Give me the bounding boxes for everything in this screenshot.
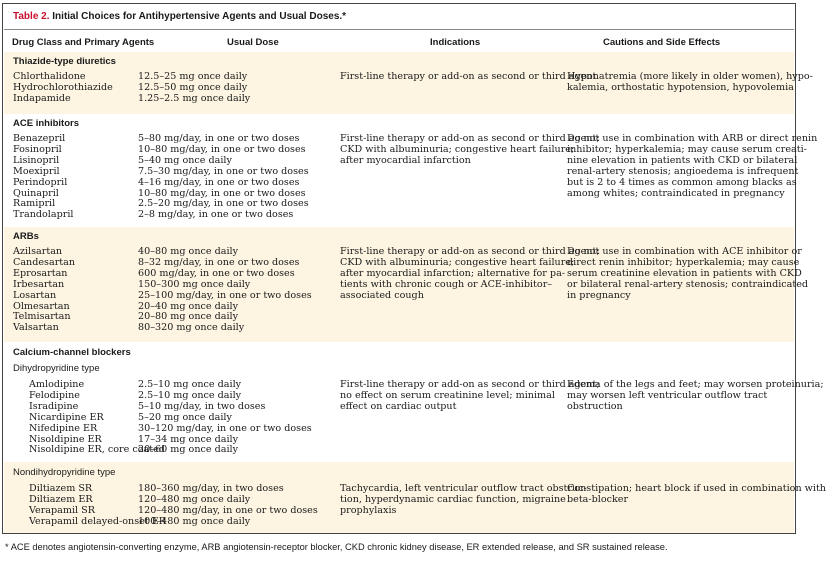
arb-agents-line: Telmisartan (13, 311, 71, 323)
ndhp-agents-line: Verapamil delayed-onset ER (29, 515, 166, 527)
subsection-nondihydropyridine: Nondihydropyridine type (13, 467, 116, 478)
header-indications: Indications (430, 37, 481, 48)
ace-cautions-line: but is 2 to 4 times as common among blacks as (567, 176, 797, 188)
dhp-indications (340, 380, 600, 413)
ace-doses-line: 2–8 mg/day, in one or two doses (138, 209, 294, 221)
ace-indications-line: First-line therapy or add-on as second or third agent; (340, 133, 600, 144)
arb-cautions-line: Do not use in combination with ACE inhibitor or (567, 246, 802, 257)
arb-indications-line: after myocardial infarction; alternative for pa- (340, 267, 566, 279)
arb-indications (340, 247, 600, 302)
dhp-agents-line: Nisoldipine ER (29, 433, 102, 445)
thiazide-indications (340, 72, 596, 83)
dhp-cautions-line: Edema of the legs and feet; may worsen proteinuria; (567, 379, 824, 390)
arb-doses-line: 25–100 mg/day, in one or two doses (138, 289, 312, 301)
arb-agents-line: Valsartan (13, 322, 59, 334)
ace-doses-line: 5–80 mg/day, in one or two doses (138, 133, 300, 144)
subsection-dihydropyridine: Dihydropyridine type (13, 363, 100, 374)
thiazide-cautions (567, 72, 813, 94)
ace-agents (13, 134, 73, 221)
arb-doses-line: 600 mg/day, in one or two doses (138, 267, 295, 279)
header-cautions: Cautions and Side Effects (603, 37, 721, 48)
arb-indications-line: associated cough (340, 289, 424, 301)
arb-agents-line: Irbesartan (13, 278, 65, 290)
dhp-agents-line: Amlodipine (29, 379, 85, 390)
ace-doses-line: 4–16 mg/day, in one or two doses (138, 176, 300, 188)
thiazide-agents-line: Indapamide (13, 92, 71, 104)
table-title (13, 11, 346, 22)
arb-doses (138, 247, 312, 334)
ndhp-cautions-line: Constipation; heart block if used in combination with (567, 483, 826, 494)
dhp-doses-line: 2.5–10 mg once daily (138, 389, 242, 401)
section-ccb: Calcium-channel blockers (13, 347, 131, 358)
ace-cautions-line: inhibitor; hyperkalemia; may cause serum creati- (567, 143, 807, 155)
arb-agents-line: Losartan (13, 289, 57, 301)
dhp-doses-line: 17–34 mg once daily (138, 433, 239, 445)
ace-indications (340, 134, 600, 167)
arb-agents-line: Azilsartan (13, 246, 63, 257)
section-thiazide: Thiazide-type diuretics (13, 56, 116, 67)
ace-indications-line: after myocardial infarction (340, 154, 471, 166)
arb-doses-line: 150–300 mg once daily (138, 278, 251, 290)
dhp-agents-line: Nifedipine ER (29, 422, 98, 434)
dhp-doses-line: 30–120 mg/day, in one or two doses (138, 422, 312, 434)
ace-cautions-line: renal-artery stenosis; angioedema is infrequent (567, 165, 799, 177)
ace-doses-line: 7.5–30 mg/day, in one or two doses (138, 165, 309, 177)
ace-agents-line: Fosinopril (13, 143, 62, 155)
ndhp-agents-line: Verapamil SR (29, 504, 95, 516)
thiazide-indications-line: First-line therapy or add-on as second or third agent (340, 71, 597, 82)
ndhp-indications (340, 484, 587, 517)
thiazide-agents-line: Hydrochlorothiazide (13, 81, 113, 93)
arb-cautions-line: in pregnancy (567, 289, 631, 301)
arb-agents (13, 247, 75, 334)
footnote: * ACE denotes angiotensin-converting enzyme, ARB angiotensin-receptor blocker, CKD chronic kidney disease, ER extended release, and SR sustained release. (5, 542, 668, 552)
ndhp-indications-line: prophylaxis (340, 504, 397, 516)
ace-doses-line: 2.5–20 mg/day, in one or two doses (138, 198, 309, 210)
ace-cautions-line: among whites; contraindicated in pregnancy (567, 187, 785, 199)
arb-doses-line: 20–80 mg once daily (138, 311, 239, 323)
ace-doses-line: 5–40 mg once daily (138, 154, 232, 166)
arb-agents-line: Candesartan (13, 256, 76, 268)
arb-indications-line: First-line therapy or add-on as second or third agent; (340, 246, 600, 257)
dhp-doses-line: 5–20 mg once daily (138, 411, 232, 423)
arb-agents-line: Eprosartan (13, 267, 68, 279)
ace-cautions (567, 134, 817, 199)
ace-doses-line: 10–80 mg/day, in one or two doses (138, 143, 306, 155)
ndhp-doses-line: 120–480 mg/day, in one or two doses (138, 504, 318, 516)
thiazide-doses-line: 12.5–50 mg once daily (138, 81, 248, 93)
dhp-doses-line: 20–60 mg once daily (138, 444, 239, 456)
ace-doses (138, 134, 309, 221)
arb-agents-line: Olmesartan (13, 300, 70, 312)
dhp-doses-line: 2.5–10 mg once daily (138, 379, 242, 390)
ace-indications-line: CKD with albuminuria; congestive heart failure; (340, 143, 575, 155)
dhp-indications-line: First-line therapy or add-on as second or third agent; (340, 379, 600, 390)
ace-agents-line: Perindopril (13, 176, 68, 188)
thiazide-agents (13, 72, 113, 105)
ndhp-doses-line: 120–480 mg once daily (138, 493, 251, 505)
ndhp-cautions (567, 484, 826, 506)
dhp-cautions-line: may worsen left ventricular outflow tract (567, 389, 768, 401)
ace-doses-line: 10–80 mg/day, in one or two doses (138, 187, 306, 199)
thiazide-doses (138, 72, 250, 105)
table-frame (2, 3, 826, 534)
ndhp-doses-line: 100–480 mg once daily (138, 515, 251, 527)
dhp-agents-line: Nisoldipine ER, core coated (29, 444, 165, 456)
arb-doses-line: 40–80 mg once daily (138, 246, 239, 257)
dhp-indications-line: no effect on serum creatinine level; minimal (340, 389, 555, 401)
arb-cautions-line: serum creatinine elevation in patients with CKD (567, 267, 802, 279)
table-label: Table 2. (13, 11, 50, 22)
thiazide-agents-line: Chlorthalidone (13, 71, 86, 82)
thiazide-cautions-line: Hyponatremia (more likely in older women), hypo- (567, 71, 813, 82)
arb-cautions (567, 247, 808, 302)
arb-doses-line: 20–40 mg once daily (138, 300, 239, 312)
ace-cautions-line: nine elevation in patients with CKD or bilateral (567, 154, 798, 166)
ndhp-indications-line: Tachycardia, left ventricular outflow tract obstruc- (340, 483, 587, 494)
title-rule (4, 29, 794, 30)
dhp-doses (138, 380, 312, 456)
ace-agents-line: Ramipril (13, 198, 56, 210)
dhp-agents-line: Isradipine (29, 400, 79, 412)
dhp-agents-line: Nicardipine ER (29, 411, 104, 423)
ndhp-doses (138, 484, 318, 528)
dhp-cautions (567, 380, 824, 413)
ace-agents-line: Lisinopril (13, 154, 60, 166)
ace-agents-line: Moexipril (13, 165, 60, 177)
ndhp-agents-line: Diltiazem ER (29, 493, 93, 505)
thiazide-doses-line: 12.5–25 mg once daily (138, 71, 248, 82)
arb-indications-line: CKD with albuminuria; congestive heart failure; (340, 256, 575, 268)
header-usual-dose: Usual Dose (227, 37, 279, 48)
dhp-cautions-line: obstruction (567, 400, 623, 412)
header-drug-class: Drug Class and Primary Agents (12, 37, 155, 48)
arb-doses-line: 8–32 mg/day, in one or two doses (138, 256, 300, 268)
dhp-agents-line: Felodipine (29, 389, 80, 401)
thiazide-cautions-line: kalemia, orthostatic hypotension, hypovolemia (567, 81, 794, 93)
thiazide-doses-line: 1.25–2.5 mg once daily (138, 92, 251, 104)
arb-indications-line: tients with chronic cough or ACE-inhibitor– (340, 278, 553, 290)
table-caption: Initial Choices for Antihypertensive Agents and Usual Doses.* (52, 11, 347, 22)
ndhp-indications-line: tion, hyperdynamic cardiac function, migraine (340, 493, 566, 505)
ndhp-agents-line: Diltiazem SR (29, 483, 93, 494)
ace-agents-line: Benazepril (13, 133, 66, 144)
ndhp-doses-line: 180–360 mg/day, in two doses (138, 483, 284, 494)
ace-agents-line: Trandolapril (13, 209, 74, 221)
ace-cautions-line: Do not use in combination with ARB or direct renin (567, 133, 818, 144)
arb-doses-line: 80–320 mg once daily (138, 322, 245, 334)
section-ace: ACE inhibitors (13, 118, 79, 129)
dhp-doses-line: 5–10 mg/day, in two doses (138, 400, 266, 412)
section-arb: ARBs (13, 231, 39, 242)
arb-cautions-line: direct renin inhibitor; hyperkalemia; may cause (567, 256, 800, 268)
arb-cautions-line: or bilateral renal-artery stenosis; contraindicated (567, 278, 809, 290)
ace-agents-line: Quinapril (13, 187, 59, 199)
ndhp-cautions-line: beta-blocker (567, 493, 629, 505)
dhp-indications-line: effect on cardiac output (340, 400, 457, 412)
